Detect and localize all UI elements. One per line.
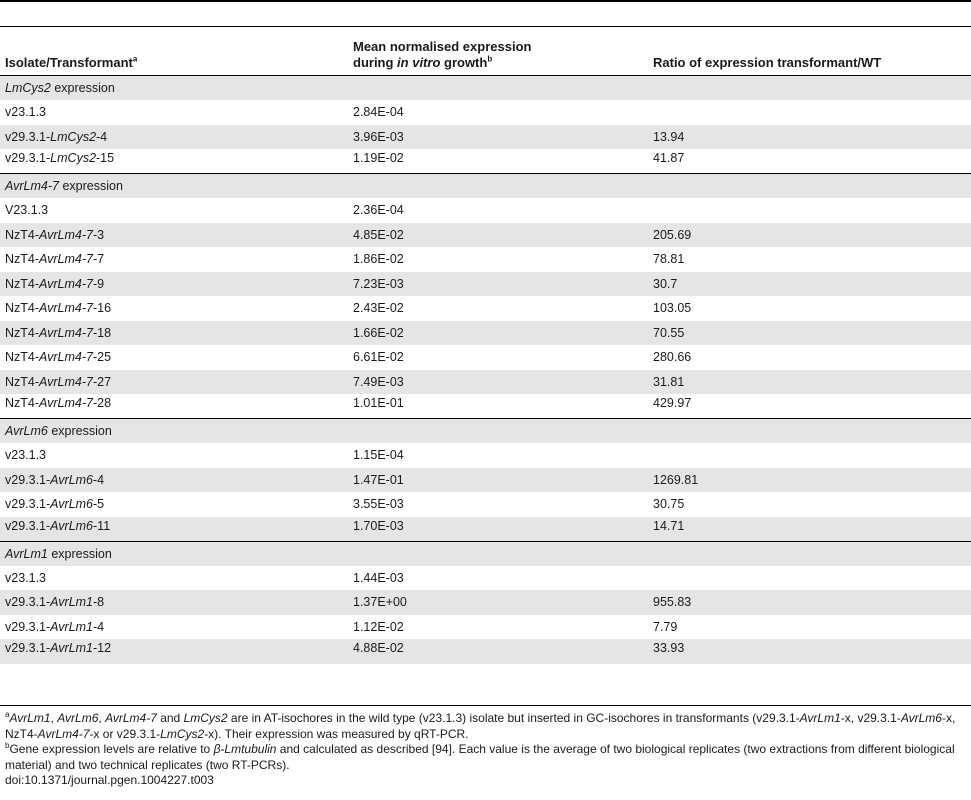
ratio-cell: 103.05	[653, 301, 692, 316]
isolate-cell: v29.3.1-AvrLm6-5	[5, 497, 105, 512]
isolate-cell: v29.3.1-AvrLm1-12	[0, 639, 348, 664]
footnote-b: $^b$Gene expression levels are relative to β-Lmtubulin and calculated as described [94]. Each value is the average of two biological replicates (two extractions from different biological material) and two technical replicates (two RT-PCRs).	[5, 741, 955, 772]
table-row	[0, 149, 971, 174]
isolate-cell: v29.3.1-LmCys2-15	[5, 151, 115, 165]
ratio-cell: 41.87	[653, 151, 685, 165]
footnotes	[5, 711, 967, 789]
ratio-cell: 33.93	[648, 639, 971, 664]
expression-cell: 7.23E-03	[348, 272, 648, 297]
section-label: AvrLm4-7 expression	[0, 174, 971, 199]
table-row	[0, 566, 971, 591]
footnote-a: $^a$AvrLm1, AvrLm6, AvrLm4-7 and LmCys2 are in AT-isochores in the wild type (v23.1.3) isolate but inserted in GC-isochores in transformants (v29.3.1-AvrLm1-x, v29.3.1-AvrLm6-x, NzT4-AvrLm4-7-x or v29.3.1-LmCys2-x). Their expression was measured by qRT-PCR.	[5, 710, 956, 741]
isolate-cell: v29.3.1-AvrLm6-4	[0, 468, 348, 493]
table-row	[0, 468, 971, 493]
section-label: AvrLm6 expression	[0, 419, 971, 444]
expression-cell: 1.12E-02	[353, 619, 404, 634]
expression-cell: 1.70E-03	[348, 517, 648, 542]
expression-cell: 1.01E-01	[353, 396, 404, 410]
expression-cell: 4.88E-02	[348, 639, 648, 664]
expression-cell: 3.96E-03	[348, 125, 648, 150]
section-row	[0, 419, 971, 444]
table-row	[0, 223, 971, 248]
isolate-cell: v23.1.3	[5, 105, 47, 120]
isolate-cell: v29.3.1-LmCys2-4	[0, 125, 348, 150]
ratio-cell	[648, 566, 971, 591]
ratio-cell: 70.55	[648, 321, 971, 346]
section-row	[0, 76, 971, 101]
isolate-cell: NzT4-AvrLm4-7-3	[0, 223, 348, 248]
ratio-cell: 955.83	[648, 590, 971, 615]
header-isolate: Isolate/Transformant$^a$	[5, 54, 138, 70]
table-row	[0, 272, 971, 297]
ratio-cell	[648, 443, 971, 468]
table-row	[0, 100, 971, 125]
ratio-cell: 30.75	[653, 497, 685, 512]
expression-cell: 1.47E-01	[348, 468, 648, 493]
ratio-cell: 1269.81	[648, 468, 971, 493]
isolate-cell: NzT4-AvrLm4-7-18	[0, 321, 348, 346]
expression-cell: 4.85E-02	[348, 223, 648, 248]
doi-text: doi:10.1371/journal.pgen.1004227.t003	[5, 773, 214, 787]
table-row	[0, 590, 971, 615]
expression-cell: 3.55E-03	[353, 497, 404, 512]
table-row	[0, 443, 971, 468]
expression-cell: 1.19E-02	[353, 151, 404, 165]
isolate-cell: v23.1.3	[5, 570, 47, 585]
table-row	[0, 296, 971, 321]
ratio-cell	[648, 198, 971, 223]
isolate-cell: v29.3.1-AvrLm1-8	[0, 590, 348, 615]
isolate-cell: v29.3.1-AvrLm1-4	[5, 619, 105, 634]
table-body	[0, 76, 971, 664]
isolate-cell: NzT4-AvrLm4-7-9	[0, 272, 348, 297]
isolate-cell: NzT4-AvrLm4-7-7	[5, 252, 105, 267]
ratio-cell: 30.7	[648, 272, 971, 297]
expression-cell: 1.86E-02	[353, 252, 404, 267]
isolate-cell: NzT4-AvrLm4-7-28	[5, 396, 112, 410]
table-header	[0, 27, 971, 76]
table-row	[0, 370, 971, 395]
isolate-cell: V23.1.3	[5, 203, 49, 218]
ratio-cell: 14.71	[648, 517, 971, 542]
expression-cell: 2.43E-02	[353, 301, 404, 316]
table-row	[0, 492, 971, 517]
expression-cell: 1.37E+00	[348, 590, 648, 615]
table-row	[0, 517, 971, 542]
isolate-cell: NzT4-AvrLm4-7-16	[5, 301, 112, 316]
expression-table	[0, 26, 971, 664]
isolate-cell: v23.1.3	[5, 448, 47, 463]
section-label: AvrLm1 expression	[0, 541, 971, 566]
table-row	[0, 321, 971, 346]
expression-cell: 2.84E-04	[353, 105, 404, 120]
ratio-cell: 31.81	[648, 370, 971, 395]
expression-cell: 2.36E-04	[353, 203, 404, 218]
header-mean-expression: Mean normalised expression during in vitro growth$^b$	[353, 39, 532, 70]
ratio-cell: 280.66	[653, 350, 692, 365]
table-row	[0, 198, 971, 223]
expression-cell: 1.44E-03	[353, 570, 404, 585]
ratio-cell: 205.69	[648, 223, 971, 248]
table-row	[0, 125, 971, 150]
section-row	[0, 174, 971, 199]
table-row	[0, 345, 971, 370]
table-row	[0, 639, 971, 664]
ratio-cell	[648, 100, 971, 125]
ratio-cell: 429.97	[653, 396, 692, 410]
table-row	[0, 247, 971, 272]
expression-cell: 6.61E-02	[353, 350, 404, 365]
section-label: LmCys2 expression	[0, 76, 971, 101]
isolate-cell: v29.3.1-AvrLm6-11	[0, 517, 348, 542]
top-rule	[0, 0, 971, 2]
header-ratio: Ratio of expression transformant/WT	[653, 55, 882, 70]
expression-cell: 7.49E-03	[348, 370, 648, 395]
table-row	[0, 615, 971, 640]
table-row	[0, 394, 971, 419]
isolate-cell: NzT4-AvrLm4-7-27	[0, 370, 348, 395]
ratio-cell: 13.94	[648, 125, 971, 150]
ratio-cell: 78.81	[653, 252, 685, 267]
section-row	[0, 541, 971, 566]
expression-cell: 1.15E-04	[353, 448, 404, 463]
ratio-cell: 7.79	[653, 619, 678, 634]
isolate-cell: NzT4-AvrLm4-7-25	[5, 350, 112, 365]
expression-cell: 1.66E-02	[348, 321, 648, 346]
bottom-rule	[0, 705, 971, 706]
